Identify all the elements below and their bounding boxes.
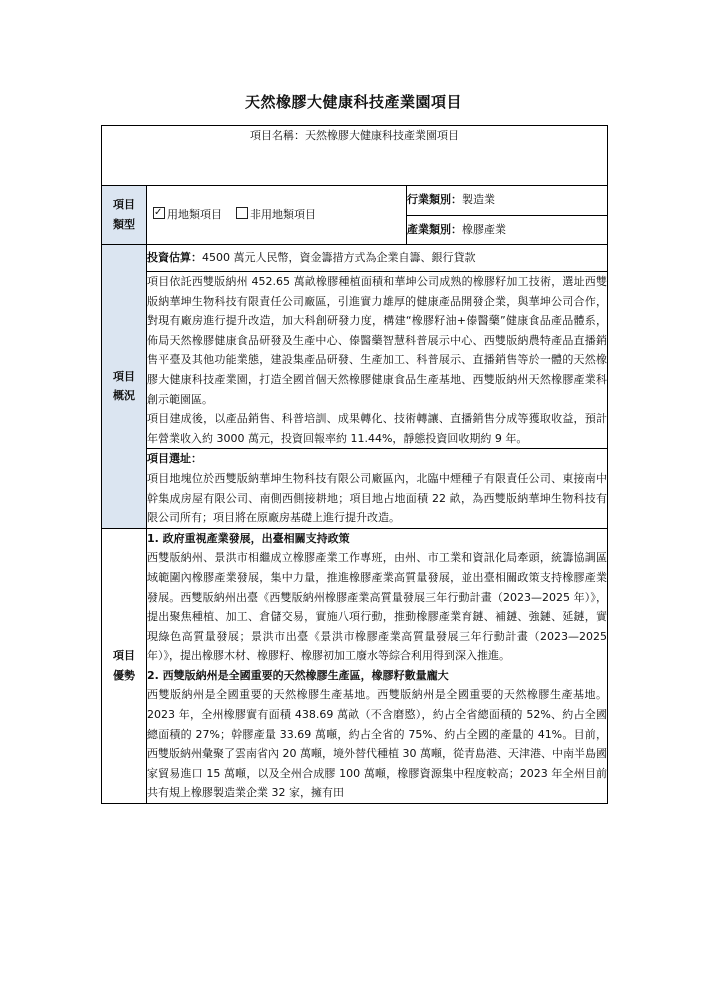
project-type-options <box>147 186 407 245</box>
address-value: 項目地塊位於西雙版納華坤生物科技有限公司廠區內，北臨中煙種子有限責任公司、東接南中幹集成房屋有限公司、南側西側接耕地；項目地占地面積 22 畝，為西雙版納華坤生物科技有限公司所有；項目將在原廠房基礎上進行提升改造。 <box>147 471 607 525</box>
advantage-paragraph-1: 西雙版納州、景洪市相繼成立橡膠產業工作專班，由州、市工業和資訊化局牽頭，統籌協調區域範圍內橡膠產業發展，集中力量，推進橡膠產業高質量發展，並出臺相關政策支持橡膠產業發展。西雙版納州出臺《西雙版納州橡膠產業高質量發展三年行動計畫（2023—2025 年）》，提出聚焦種植、加工、倉儲交易，實施八項行動，推動橡膠產業育鏈、補鏈、強鏈、延鏈，實現綠色高質量發展；景洪市出臺《景洪市橡膠產業高質量發展三年行動計畫（2023—2025 年）》，提出橡膠木材、橡膠籽、橡膠初加工廢水等綜合利用得到深入推進。 <box>147 551 607 663</box>
overview-row-description <box>102 272 608 449</box>
investment-estimate <box>147 245 608 272</box>
project-advantage-label-text: 項目優勢 <box>113 649 135 682</box>
checked-checkbox-icon <box>153 207 165 219</box>
advantage-heading-2: 2. 西雙版納州是全國重要的天然橡膠生產區，橡膠籽數量龐大 <box>147 668 449 682</box>
investment-value: 4500 萬元人民幣，資金籌措方式為企業自籌、銀行貸款 <box>202 251 476 265</box>
industry-value: 製造業 <box>462 193 495 207</box>
document-title: 天然橡膠大健康科技產業園項目 <box>244 93 462 111</box>
project-name: 項目名稱：天然橡膠大健康科技產業園項目 <box>102 126 608 186</box>
land-type-option: 用地類項目 <box>167 208 222 222</box>
sector-value: 橡膠產業 <box>462 222 506 236</box>
description-paragraph-2: 項目建成後，以產品銷售、科普培訓、成果轉化、技術轉讓、直播銷售分成等獲取收益，預計年營業收入約 3000 萬元，投資回報率約 11.44%，靜態投資回收期約 9 年。 <box>147 412 607 445</box>
project-description <box>147 272 608 449</box>
project-advantage-label <box>102 528 147 803</box>
advantage-row <box>102 528 608 803</box>
industry-label: 行業類別： <box>407 193 462 207</box>
overview-row-investment <box>102 245 608 272</box>
type-row-1 <box>102 186 608 216</box>
sector-category <box>407 215 608 245</box>
unchecked-checkbox-icon <box>236 207 248 219</box>
project-type-label-text: 項目類型 <box>113 198 135 231</box>
advantage-heading-1: 1. 政府重視產業發展，出臺相關支持政策 <box>147 531 350 545</box>
project-table <box>101 125 608 804</box>
description-paragraph-1: 項目依託西雙版納州 452.65 萬畝橡膠種植面積和華坤公司成熟的橡膠籽加工技術，選址西雙版納華坤生物科技有限責任公司廠區，引進實力雄厚的健康產品開發企業，與華坤公司合作，對現有廠房進行提升改造，加大科創研發力度，構建“橡膠籽油+傣醫藥”健康食品產品體系，佈局天然橡膠健康食品研發及生產中心、傣醫藥智慧科普展示中心、西雙版納農特產品直播銷售平臺及其他功能業態，建設集產品研發、生產加工、科普展示、直播銷售等於一體的天然橡膠大健康科技產業園，打造全國首個天然橡膠健康食品生產基地、西雙版納州天然橡膠產業科創示範園區。 <box>147 275 607 406</box>
sector-label: 產業類別： <box>407 222 462 236</box>
address-label: 項目選址： <box>147 452 202 466</box>
overview-row-address <box>102 449 608 528</box>
project-address <box>147 449 608 528</box>
investment-label: 投資估算： <box>147 251 202 265</box>
project-advantages <box>147 528 608 803</box>
project-overview-label-text: 項目概況 <box>113 369 135 403</box>
project-overview-label <box>102 245 147 529</box>
nonland-type-option: 非用地類項目 <box>250 208 316 222</box>
advantage-paragraph-2: 西雙版納州是全國重要的天然橡膠生產基地。西雙版納州是全國重要的天然橡膠生產基地。2023 年，全州橡膠實有面積 438.69 萬畝（不含磨愍），約占全省總面積的 52%、約占全國總面積的 27%；幹膠產量 33.69 萬噸，約占全省的 75%、約占全國的產量的 41%。目前，西雙版納州彙聚了雲南省內 20 萬噸，境外替代種植 30 萬噸，從青島港、天津港、中南半島國家貿易進口 15 萬噸，以及全州合成膠 100 萬噸，橡膠資源集中程度較高；2023 年全州目前共有規上橡膠製造業企業 32 家，擁有田 <box>147 688 607 800</box>
project-name-row <box>102 126 608 186</box>
project-type-label <box>102 186 147 245</box>
industry-category <box>407 186 608 216</box>
